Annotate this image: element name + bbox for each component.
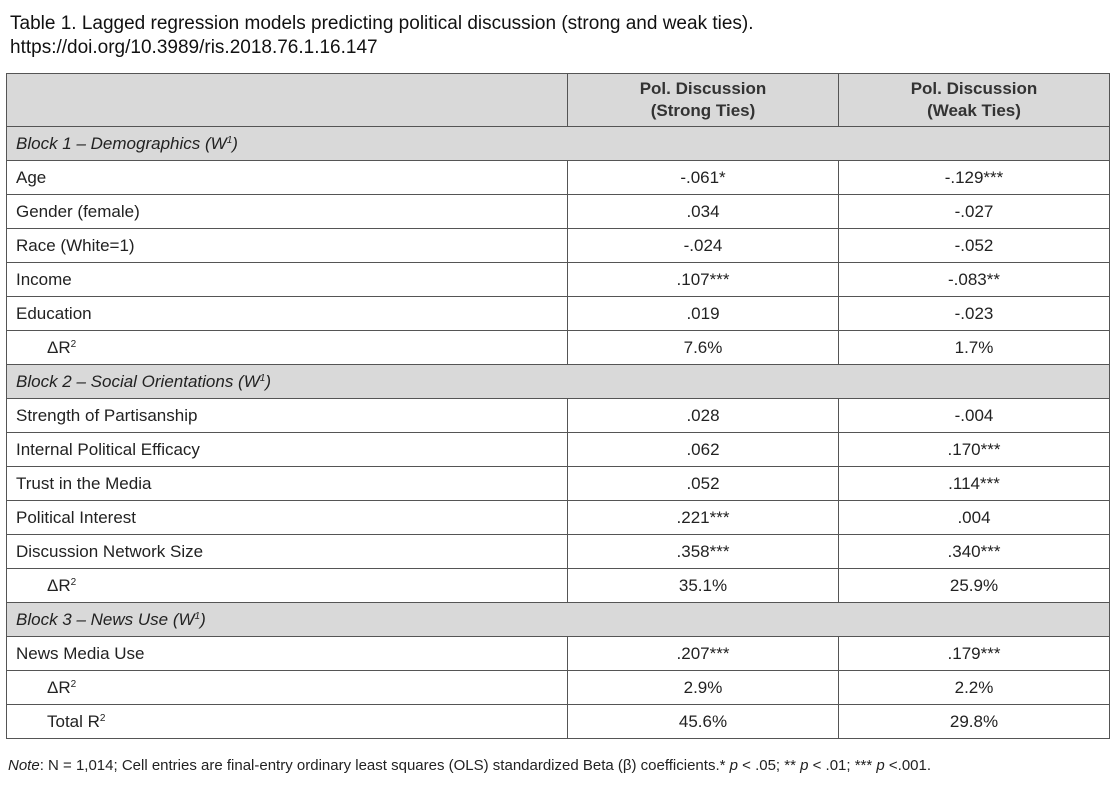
table-row <box>7 297 1110 331</box>
delta-r2-row <box>7 671 1110 705</box>
header-weak-ties <box>839 74 1110 127</box>
cell-strong: .107*** <box>568 263 839 297</box>
table-row <box>7 399 1110 433</box>
row-label: Discussion Network Size <box>7 535 568 569</box>
table-row <box>7 263 1110 297</box>
header-strong-line2: (Strong Ties) <box>650 101 756 120</box>
cell-weak: -.083** <box>839 263 1110 297</box>
cell-weak: -.052 <box>839 229 1110 263</box>
cell-weak: .179*** <box>839 637 1110 671</box>
cell-strong: .207*** <box>568 637 839 671</box>
row-label: Age <box>7 161 568 195</box>
table-row <box>7 501 1110 535</box>
table-note: Note: N = 1,014; Cell entries are final-entry ordinary least squares (OLS) standardized Beta (β) coefficients.* p < .05; ** p < .01; *** p <.001. <box>8 757 932 774</box>
cell-strong: .358*** <box>568 535 839 569</box>
cell-weak: 29.8% <box>839 705 1110 739</box>
total-r2-row <box>7 705 1110 739</box>
total-label: Total $R^2$ <box>7 705 568 739</box>
cell-weak: -.027 <box>839 195 1110 229</box>
delta-r2-row <box>7 569 1110 603</box>
block-header-row <box>7 127 1110 161</box>
table-row <box>7 161 1110 195</box>
cell-strong: 35.1% <box>568 569 839 603</box>
header-weak-line1: Pol. Discussion <box>910 79 1038 98</box>
table-row <box>7 229 1110 263</box>
delta-r2-row <box>7 331 1110 365</box>
delta-label: $\Delta R^2$ <box>7 671 568 705</box>
cell-strong: .062 <box>568 433 839 467</box>
delta-label: $\Delta R^2$ <box>7 331 568 365</box>
cell-strong: .019 <box>568 297 839 331</box>
table-row <box>7 195 1110 229</box>
row-label: News Media Use <box>7 637 568 671</box>
cell-weak: -.023 <box>839 297 1110 331</box>
header-empty-cell <box>7 74 568 127</box>
cell-weak: 1.7% <box>839 331 1110 365</box>
block-title: Block 2 – Social Orientations $(W^1)$ <box>7 365 1110 399</box>
row-label: Education <box>7 297 568 331</box>
row-label: Race (White=1) <box>7 229 568 263</box>
cell-weak: .340*** <box>839 535 1110 569</box>
table-row <box>7 637 1110 671</box>
cell-strong: .034 <box>568 195 839 229</box>
cell-strong: -.024 <box>568 229 839 263</box>
block-header-row <box>7 365 1110 399</box>
cell-strong: .221*** <box>568 501 839 535</box>
cell-weak: -.129*** <box>839 161 1110 195</box>
row-label: Income <box>7 263 568 297</box>
cell-strong: 2.9% <box>568 671 839 705</box>
block-header-row <box>7 603 1110 637</box>
row-label: Gender (female) <box>7 195 568 229</box>
row-label: Political Interest <box>7 501 568 535</box>
cell-strong: .052 <box>568 467 839 501</box>
cell-weak: 2.2% <box>839 671 1110 705</box>
header-strong-ties <box>568 74 839 127</box>
header-strong-line1: Pol. Discussion <box>639 79 767 98</box>
header-weak-line2: (Weak Ties) <box>927 101 1021 120</box>
table-header-row <box>7 74 1110 127</box>
regression-table <box>6 73 1110 739</box>
delta-label: $\Delta R^2$ <box>7 569 568 603</box>
caption-title: Table 1. Lagged regression models predicting political discussion (strong and weak ties). <box>10 13 754 34</box>
table-row <box>7 535 1110 569</box>
block-title: Block 1 – Demographics $(W^1)$ <box>7 127 1110 161</box>
cell-strong: -.061* <box>568 161 839 195</box>
cell-weak: .170*** <box>839 433 1110 467</box>
cell-strong: 7.6% <box>568 331 839 365</box>
cell-strong: .028 <box>568 399 839 433</box>
table-row <box>7 467 1110 501</box>
cell-weak: .004 <box>839 501 1110 535</box>
block-title: Block 3 – News Use $(W^1)$ <box>7 603 1110 637</box>
table-row <box>7 433 1110 467</box>
row-label: Strength of Partisanship <box>7 399 568 433</box>
table-caption <box>10 12 754 60</box>
cell-weak: .114*** <box>839 467 1110 501</box>
cell-weak: -.004 <box>839 399 1110 433</box>
row-label: Internal Political Efficacy <box>7 433 568 467</box>
note-prefix: Note <box>8 757 40 774</box>
caption-doi-link[interactable]: https://doi.org/10.3989/ris.2018.76.1.16.147 <box>10 37 378 58</box>
cell-strong: 45.6% <box>568 705 839 739</box>
cell-weak: 25.9% <box>839 569 1110 603</box>
row-label: Trust in the Media <box>7 467 568 501</box>
